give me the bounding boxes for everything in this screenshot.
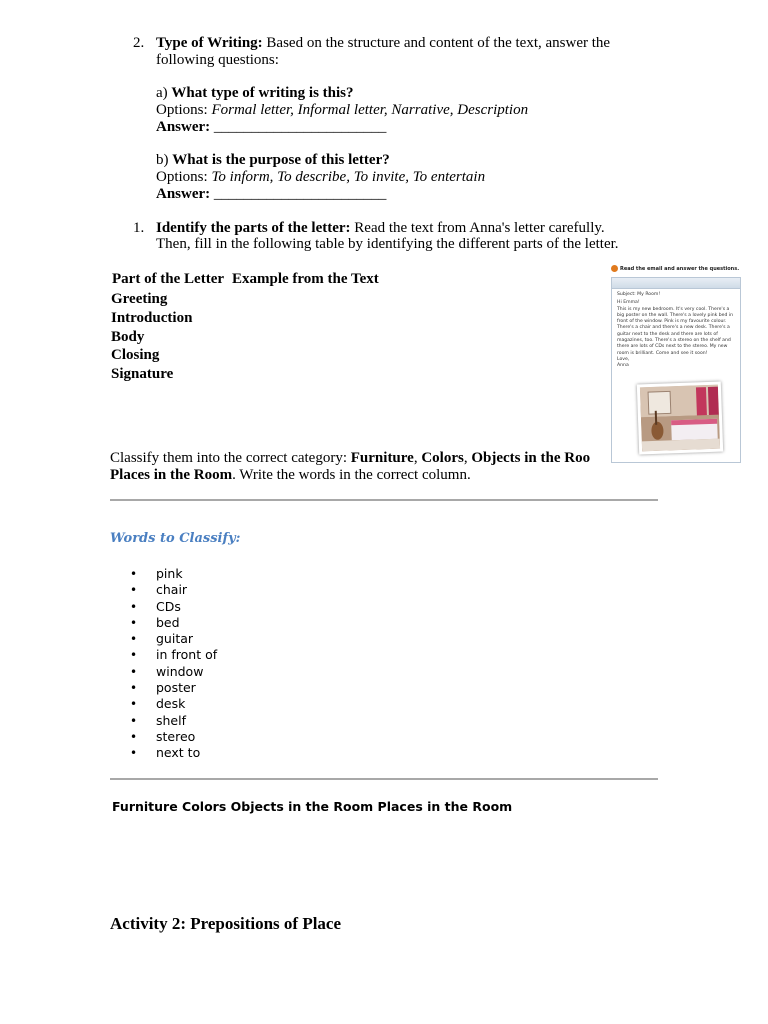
email-closing: Love, bbox=[617, 356, 630, 362]
horizontal-rule bbox=[110, 499, 658, 501]
list-item: • bed bbox=[130, 615, 217, 631]
q2a-options-label: Options: bbox=[156, 102, 212, 118]
words-heading: Words to Classify: bbox=[110, 531, 241, 546]
q2b-options-label: Options: bbox=[156, 169, 212, 185]
letter-table-row: Body bbox=[111, 328, 145, 345]
classify-cat-colors: Colors bbox=[421, 450, 464, 466]
list-item: • pink bbox=[130, 566, 217, 582]
q2a-options-line bbox=[156, 102, 528, 119]
list-item: • chair bbox=[130, 582, 217, 598]
thumbnail-header-text: Read the email and answer the questions. bbox=[620, 266, 740, 272]
list-item: • window bbox=[130, 664, 217, 680]
q2b-question-line bbox=[156, 152, 390, 169]
list-item: • stereo bbox=[130, 729, 217, 745]
q1-text-line2: Then, fill in the following table by identifying the different parts of the letter. bbox=[156, 236, 619, 252]
horizontal-rule bbox=[110, 778, 658, 780]
q2-line1 bbox=[156, 35, 676, 52]
q1-text-line1: Read the text from Anna's letter carefully. bbox=[350, 220, 605, 236]
list-item: • desk bbox=[130, 696, 217, 712]
orange-bullet-icon bbox=[611, 265, 618, 272]
classify-tail: . Write the words in the correct column. bbox=[232, 467, 471, 483]
q2-heading: Type of Writing: bbox=[156, 35, 263, 51]
q2-intro-line2: following questions: bbox=[156, 52, 279, 68]
email-text: This is my new bedroom. It's very cool. There's a big poster on the wall. There's a lovely pink bed in front of the window. Pink is my favourite colour. There's a chair and there's a new desk. There's a guitar next to the desk and there are lots of magazines, too. There's a stereo on the shelf and there are lots of CDs next to the stereo. My new room is brilliant. Come and see it soon! bbox=[617, 306, 734, 356]
bedroom-photo-image bbox=[640, 385, 720, 452]
list-item: • poster bbox=[130, 680, 217, 696]
q2b-options: To inform, To describe, To invite, To entertain bbox=[211, 169, 486, 185]
classify-separator: , bbox=[463, 450, 472, 466]
classify-cat-furniture: Furniture bbox=[350, 450, 414, 466]
classify-lead: Classify them into the correct category: bbox=[110, 450, 351, 466]
bedroom-illustration bbox=[640, 385, 720, 452]
list-item: • in front of bbox=[130, 647, 217, 663]
q2-number: 2. bbox=[133, 35, 145, 51]
bedroom-photo bbox=[637, 382, 723, 455]
classify-line1 bbox=[110, 450, 608, 467]
thumbnail-header bbox=[611, 265, 741, 275]
words-list bbox=[130, 566, 217, 762]
list-item: • CDs bbox=[130, 599, 217, 615]
q2b-label: b) bbox=[156, 152, 173, 168]
email-window bbox=[611, 277, 741, 463]
q2b-question: What is the purpose of this letter? bbox=[172, 152, 390, 168]
letter-table-header-part: Part of the Letter bbox=[112, 271, 225, 287]
q2a-question: What type of writing is this? bbox=[171, 85, 354, 101]
q2b-answer-blank[interactable]: _______________________ bbox=[210, 186, 387, 202]
q2-intro: Based on the structure and content of the text, answer the bbox=[262, 35, 611, 51]
email-subject: Subject: My Room! bbox=[617, 292, 661, 297]
q2a-answer-line[interactable] bbox=[156, 119, 386, 136]
letter-table-header-example: Example from the Text bbox=[232, 271, 379, 287]
letter-table-row: Greeting bbox=[111, 291, 168, 307]
q2a-answer-blank[interactable]: _______________________ bbox=[210, 119, 387, 135]
q2b-answer-label: Answer: bbox=[156, 186, 211, 202]
classify-separator: , bbox=[413, 450, 422, 466]
email-signature: Anna bbox=[617, 363, 629, 369]
classify-cat-objects: Objects in the Roo bbox=[471, 450, 591, 466]
email-greeting: Hi Emma! bbox=[617, 300, 640, 306]
classify-line2 bbox=[110, 467, 471, 484]
list-item: • shelf bbox=[130, 713, 217, 729]
q2a-label: a) bbox=[156, 85, 172, 101]
email-toolbar bbox=[612, 278, 740, 289]
q2a-answer-label: Answer: bbox=[156, 119, 211, 135]
q2b-answer-line[interactable] bbox=[156, 186, 386, 203]
letter-table-rows bbox=[111, 290, 192, 384]
letter-table-row: Introduction bbox=[111, 309, 193, 326]
list-item: • guitar bbox=[130, 631, 217, 647]
letter-table-row: Closing bbox=[111, 347, 160, 364]
q2b-options-line bbox=[156, 169, 485, 186]
q2a-options: Formal letter, Informal letter, Narrative, Description bbox=[211, 102, 529, 118]
list-item: • next to bbox=[130, 745, 217, 761]
email-body bbox=[612, 289, 740, 373]
q1-line1 bbox=[156, 220, 676, 237]
classify-cat-places: Places in the Room bbox=[110, 467, 233, 483]
q1-number: 1. bbox=[133, 220, 145, 236]
email-thumbnail bbox=[611, 265, 741, 463]
activity2-title: Activity 2: Prepositions of Place bbox=[110, 914, 342, 933]
letter-table-row: Signature bbox=[111, 366, 174, 383]
q2a-question-line bbox=[156, 85, 354, 102]
q1-heading: Identify the parts of the letter: bbox=[156, 220, 351, 236]
category-columns-header: Furniture Colors Objects in the Room Places in the Room bbox=[112, 799, 513, 814]
